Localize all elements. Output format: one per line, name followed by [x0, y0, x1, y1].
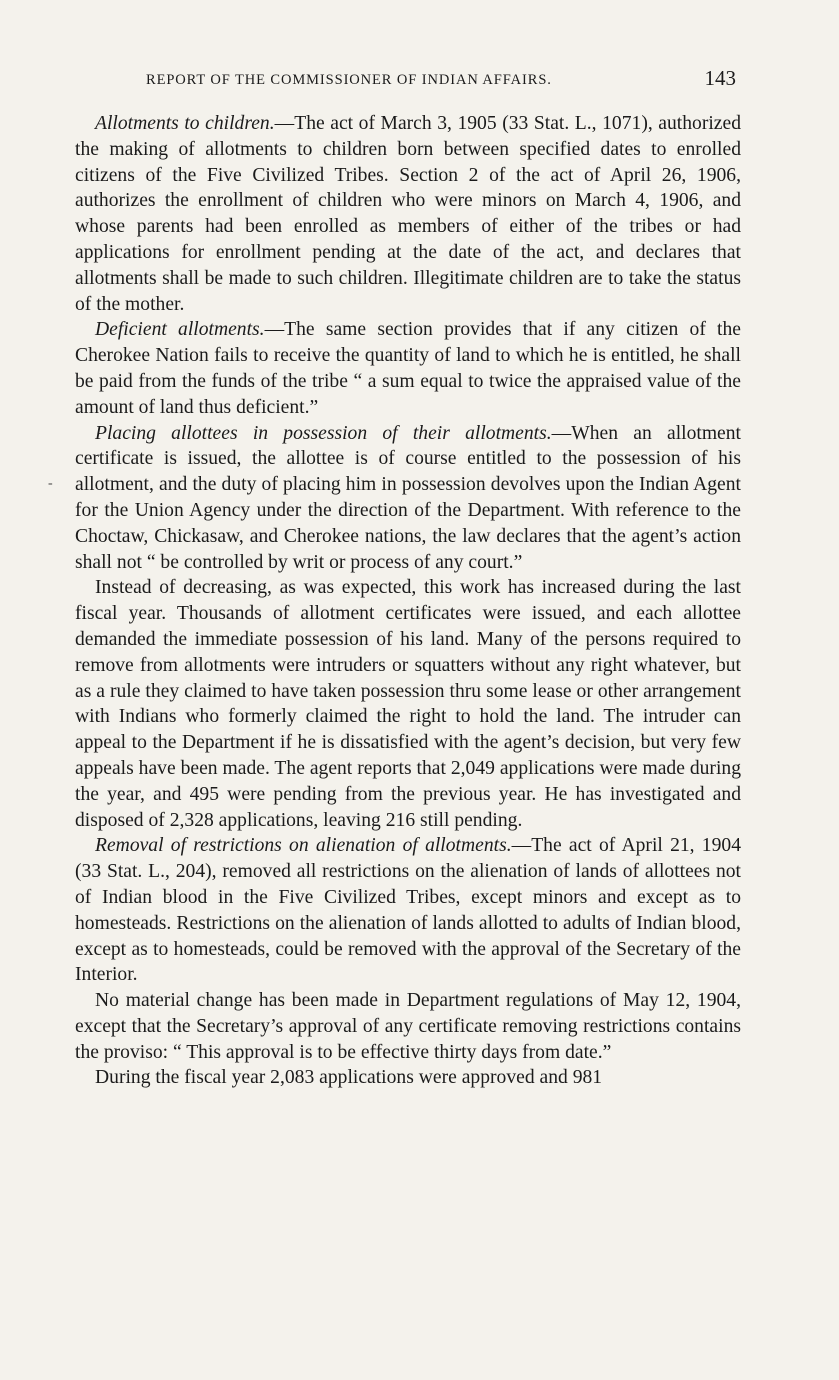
- paragraph-placing-allottees: [75, 421, 741, 576]
- paragraph-text: —The act of March 3, 1905 (33 Stat. L., 1071), authorized the making of allotments to children born between specified dates to enrolled citizens of the Five Civilized Tribes. Section 2 of the act of April 26, 1906, authorizes the enrollment of children who were minors on March 4, 1906, and whose parents had been enrolled as members of either of the tribes or had applications for enrollment pending at the date of the act, and declares that allotments shall be made to such children. Illegitimate children are to take the status of the mother.: [75, 113, 741, 315]
- paragraph-work-increased: [75, 575, 741, 833]
- page-number: 143: [704, 66, 736, 90]
- paragraph-deficient-allotments: [75, 317, 741, 420]
- running-header: [146, 66, 746, 92]
- paragraph-heading: Deficient allotments.: [95, 319, 265, 341]
- paragraph-fiscal-year-applications: [75, 1065, 741, 1091]
- paragraph-heading: Removal of restrictions on alienation of allotments.: [95, 835, 512, 857]
- paragraph-text: —The act of April 21, 1904 (33 Stat. L., 204), removed all restrictions on the alienation of lands of allottees not of Indian blood in the Five Civilized Tribes, except minors and except as to homesteads. Restrictions on the alienation of lands allotted to adults of Indian blood, except as to homesteads, could be removed with the approval of the Secretary of the Interior.: [75, 835, 741, 986]
- running-title: REPORT OF THE COMMISSIONER OF INDIAN AFFAIRS.: [146, 72, 552, 88]
- paragraph-removal-of-restrictions: [75, 833, 741, 988]
- paragraph-text: Instead of decreasing, as was expected, this work has increased during the last fiscal year. Thousands of allotment certificates were issued, and each allottee demanded the immediate possession of his land. Many of the persons required to remove from allotments were intruders or squatters without any right whatever, but as a rule they claimed to have taken possession thru some lease or other arrangement with Indians who formerly claimed the right to hold the land. The intruder can appeal to the Department if he is dissatisfied with the agent’s decision, but very few appeals have been made. The agent reports that 2,049 applications were made during the year, and 495 were pending from the previous year. He has investigated and disposed of 2,328 applications, leaving 216 still pending.: [75, 577, 741, 831]
- body-text: [75, 111, 741, 1091]
- paragraph-text: No material change has been made in Department regulations of May 12, 1904, except that the Secretary’s approval of any certificate removing restrictions contains the proviso: “ This approval is to be effective thirty days from date.”: [75, 990, 741, 1063]
- paragraph-allotments-to-children: [75, 111, 741, 317]
- paragraph-text: —When an allotment certificate is issued, the allottee is of course entitled to the possession of his allotment, and the duty of placing him in possession devolves upon the Indian Agent for the Union Agency under the direction of the Department. With reference to the Choctaw, Chickasaw, and Cherokee nations, the law declares that the agent’s action shall not “ be controlled by writ or process of any court.”: [75, 422, 741, 573]
- paragraph-no-material-change: [75, 988, 741, 1065]
- margin-mark: -: [48, 476, 53, 491]
- paragraph-text: —The same section provides that if any citizen of the Cherokee Nation fails to receive the quantity of land to which he is entitled, he shall be paid from the funds of the tribe “ a sum equal to twice the appraised value of the amount of land thus deficient.”: [75, 319, 741, 418]
- paragraph-heading: Allotments to children.: [95, 113, 275, 134]
- paragraph-heading: Placing allottees in possession of their allotments.: [95, 422, 552, 444]
- paragraph-text: During the fiscal year 2,083 applications were approved and 981: [95, 1067, 603, 1089]
